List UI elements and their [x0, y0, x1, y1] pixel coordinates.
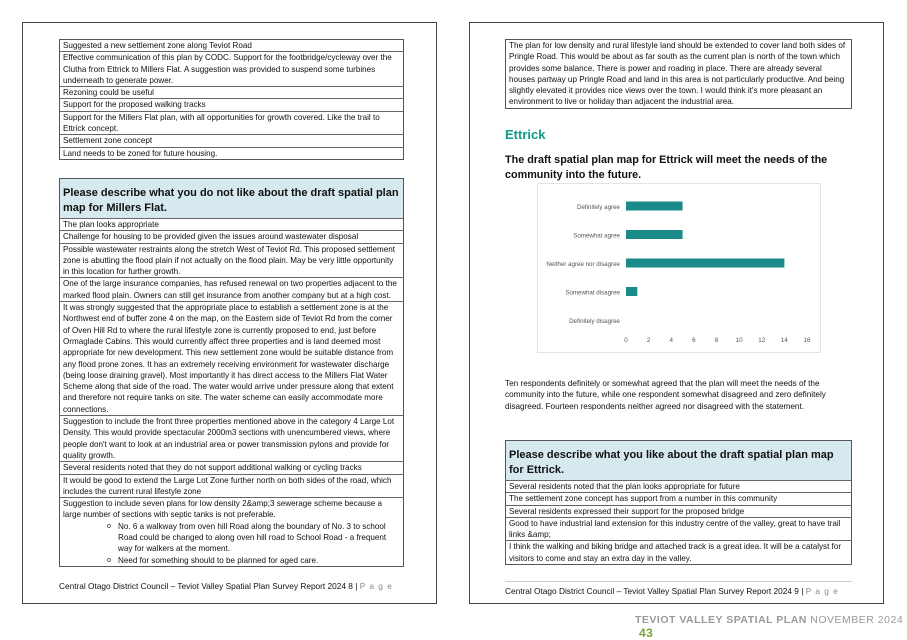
- table-row: It would be good to extend the Large Lot Zone further north on both sides of the road, which includes the current rural lifestyle zone: [60, 474, 403, 498]
- x-tick-label: 16: [803, 337, 811, 344]
- page-footer: [59, 581, 393, 591]
- comments-table-continued: [59, 39, 404, 160]
- bullet-item: o Need for something should to be planned for aged care.: [63, 555, 400, 566]
- x-tick-label: 0: [624, 337, 628, 344]
- table-row: Suggested a new settlement zone along Teviot Road: [63, 41, 252, 50]
- category-label: Definitely disagree: [569, 318, 620, 325]
- comments-table-continued: [505, 39, 852, 109]
- page-footer: [505, 586, 839, 596]
- table-row: Good to have industrial land extension for this industry centre of the valley, great to have trail links &amp;: [506, 517, 851, 541]
- like-comments-table: [505, 440, 852, 565]
- table-row: Several residents noted that they do not support additional walking or cycling tracks: [60, 461, 403, 473]
- report-page-8: [22, 22, 437, 604]
- table-row: Several residents noted that the plan looks appropriate for future: [509, 482, 740, 491]
- x-tick-label: 4: [669, 337, 673, 344]
- row-text: Suggestion to include seven plans for low density 2&amp;3 sewerage scheme because a large number of sections with septic tanks is not preferable.: [63, 499, 382, 520]
- table-row: Land needs to be zoned for future housing.: [60, 147, 403, 159]
- table-row: Several residents expressed their support for the proposed bridge: [506, 505, 851, 517]
- brand-month: NOVEMBER 2024: [810, 614, 904, 626]
- category-label: Definitely agree: [577, 204, 620, 211]
- x-tick-label: 14: [780, 337, 788, 344]
- table-row: Possible wastewater restraints along the stretch West of Teviot Rd. This proposed settlement zone is abutting the flood plain if not actually on the flood plain. May be very little opportunity in this location for further growth.: [60, 243, 403, 278]
- brand-title: TEVIOT VALLEY SPATIAL PLAN: [635, 614, 807, 626]
- agreement-bar-chart: [537, 183, 821, 353]
- table-row: Rezoning could be useful: [60, 86, 403, 98]
- table-row: I think the walking and biking bridge and attached track is a great idea. It will be a catalyst for visitors to come and stay an extra day in the valley.: [506, 540, 851, 564]
- section-heading-ettrick: Ettrick: [505, 127, 546, 142]
- report-page-9: [469, 22, 884, 604]
- footer-page-word: P a g e: [805, 586, 839, 596]
- x-tick-label: 12: [758, 337, 766, 344]
- table-row: It was strongly suggested that the appropriate place to establish a settlement zone is at the Northwest end of buffer zone 4 on the map, on the Eastern side of Teviot Rd from the corner of Oven Hill Rd to where the rural lifestyle zone is currently proposed to end, just before Ormaglade Cabins. This would currently affect three properties and is land deemed most appropriate for new development. This new settlement zone would be suitable distance from any flood prone zones. It has an extremely receiving environment for wastewater discharge (being loose draining gravel). Most importantly it has direct access to the Millers Flat Water Scheme along that side of the road. The water would arrive under pressure along that extent and therefore not require tanks on site. The water scheme can easily accommodate more connections.: [60, 301, 403, 415]
- table-row: One of the large insurance companies, has refused renewal on two properties adjacent to the marked flood plain. Owners can still get insurance from another company but at a high cost.: [60, 277, 403, 301]
- x-tick-label: 10: [735, 337, 743, 344]
- survey-question: The draft spatial plan map for Ettrick will meet the needs of the community into the future.: [505, 154, 828, 181]
- dislike-question-header: Please describe what you do not like about the draft spatial plan map for Millers Flat.: [60, 179, 403, 219]
- document-branding: [635, 614, 907, 640]
- x-tick-label: 2: [646, 337, 651, 344]
- footer-text: Central Otago District Council – Teviot Valley Spatial Plan Survey Report 2024 9 |: [505, 586, 806, 596]
- category-label: Somewhat agree: [573, 232, 620, 240]
- bar-somewhat-disagree: [626, 287, 637, 296]
- footer-text: Central Otago District Council – Teviot Valley Spatial Plan Survey Report 2024 8 |: [59, 581, 360, 591]
- table-row: Effective communication of this plan by CODC. Support for the footbridge/cycleway over the Clutha from Ettrick to Millers Flat. A suggestion was provided to suspend some turbines underneath to generate power.: [60, 51, 403, 86]
- bar-neither-agree-nor-disagree: [626, 259, 784, 268]
- table-row: [60, 497, 403, 566]
- table-row: The plan looks appropriate: [63, 220, 159, 229]
- x-tick-label: 6: [692, 337, 696, 344]
- table-row: Support for the proposed walking tracks: [60, 98, 403, 110]
- footer-divider: [505, 581, 852, 582]
- bar-somewhat-agree: [626, 230, 683, 239]
- table-row: Support for the Millers Flat plan, with all opportunities for growth covered. Like the trail to Ettrick concept.: [60, 111, 403, 135]
- category-label: Neither agree nor disagree: [546, 261, 620, 268]
- dislike-comments-table: [59, 178, 404, 567]
- chart-svg: [538, 184, 820, 352]
- results-summary: Ten respondents definitely or somewhat agreed that the plan will meet the needs of the community into the future, while one respondent somewhat disagreed and zero definitely disagreed. Fourteen respondents neither agreed nor disagreed with the statement.: [505, 379, 826, 411]
- table-row: Suggestion to include the front three properties mentioned above in the category 4 Large Lot Density. This would provide spectacular 2000m3 sections with unencumbered views, where people don't want to look at an industrial area or power transmission pylons and provide for quality growth.: [60, 415, 403, 461]
- table-row: Challenge for housing to be provided given the issues around wastewater disposal: [60, 230, 403, 242]
- bar-definitely-agree: [626, 202, 683, 211]
- like-question-header: Please describe what you like about the draft spatial plan map for Ettrick.: [506, 441, 851, 481]
- table-row: The plan for low density and rural lifestyle land should be extended to cover land both sides of Pringle Road. This would be about as far south as the current plan is north of the town which provides some balance. There is power and roading in place. There are already several houses partway up Pringle Road and land in this area is not particularly productive. And being slightly elevated it provides nice views over the town. I would think it's more pleasant an environment to live or holiday than adjacent the industrial area.: [509, 41, 846, 107]
- brand-page-number: 43: [639, 626, 654, 640]
- table-row: The settlement zone concept has support from a number in this community: [506, 492, 851, 504]
- table-row: Settlement zone concept: [60, 134, 403, 146]
- footer-page-word: P a g e: [359, 581, 393, 591]
- x-tick-label: 8: [714, 337, 719, 344]
- bullet-item: o No. 6 a walkway from oven hill Road along the boundary of No. 3 to school Road could be changed to along oven hill road to School Road - a frequent way for walkers at the moment.: [63, 521, 400, 555]
- category-label: Somewhat disagree: [565, 289, 620, 297]
